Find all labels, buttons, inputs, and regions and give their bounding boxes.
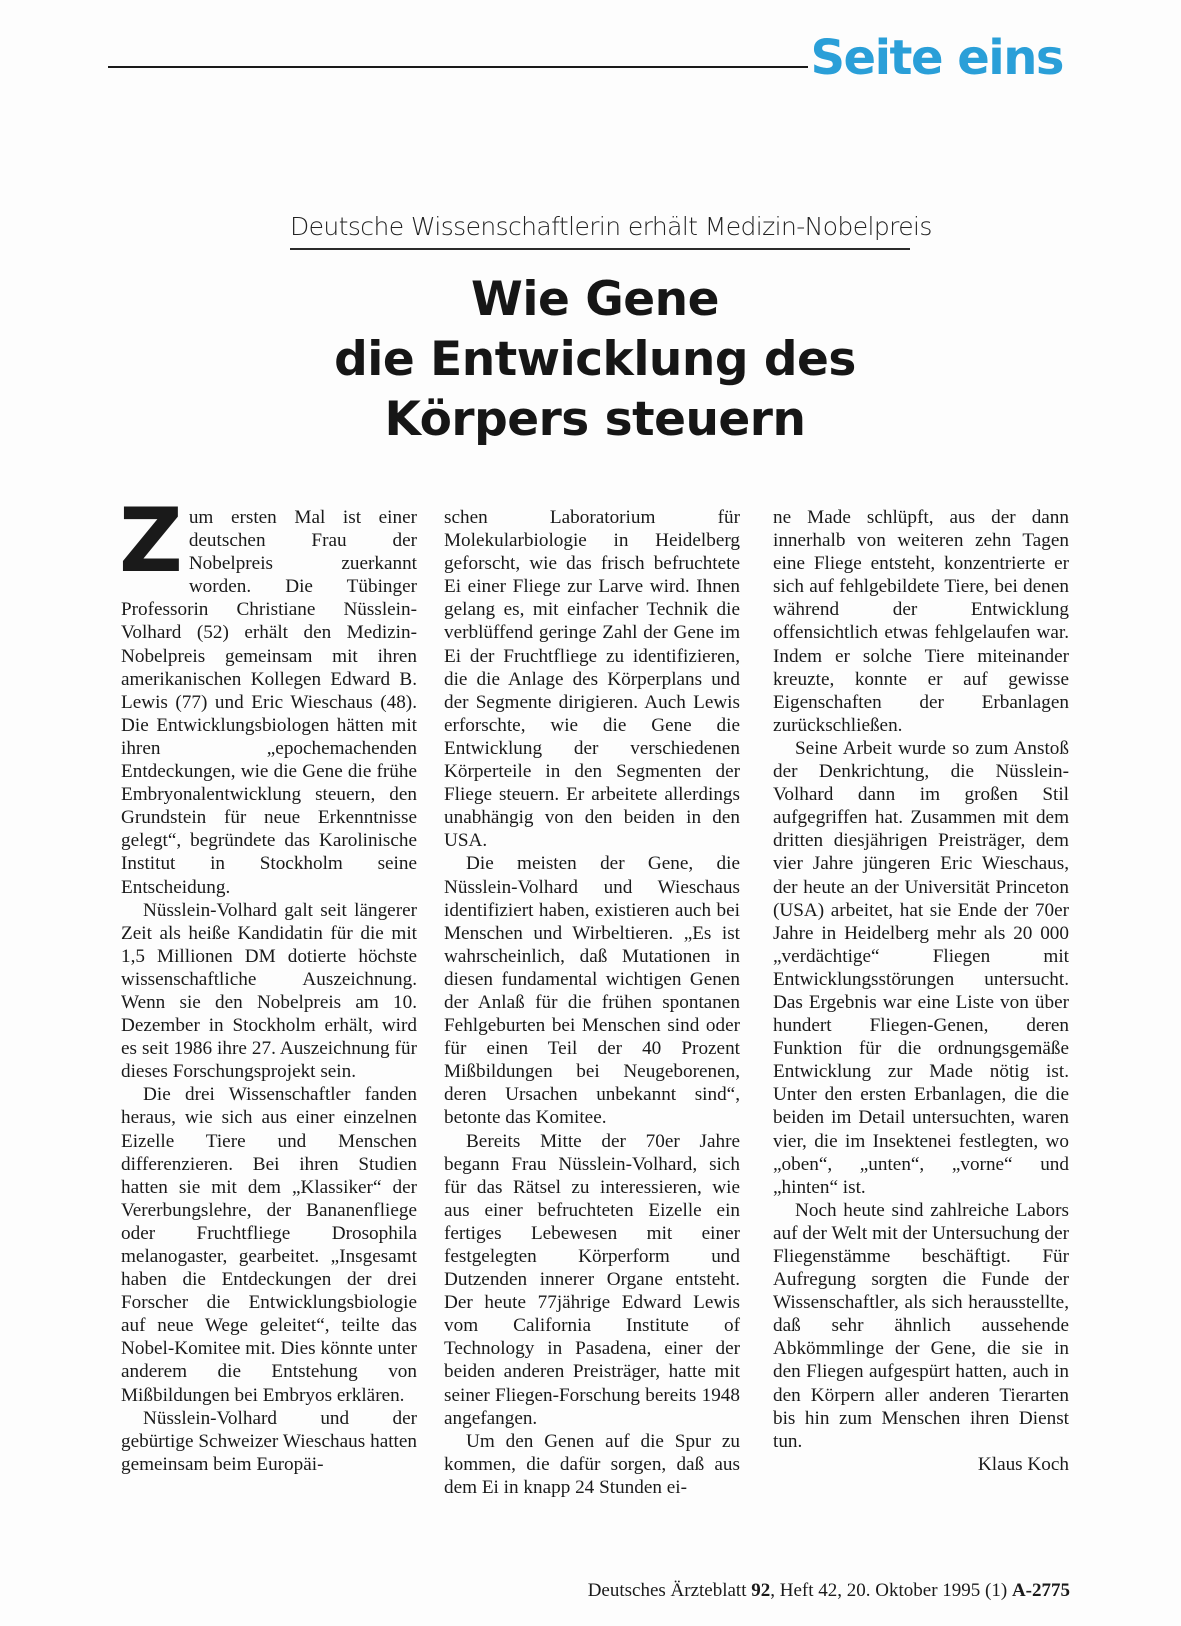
paragraph	[119, 489, 417, 899]
paragraph: Nüsslein-Volhard und der gebürtige Schweizer Wieschaus hatten gemeinsam beim Europäi-	[121, 1407, 417, 1475]
paragraph: schen Laboratorium für Molekularbiologie in Heidelberg geforscht, wie das frisch befruchtete Ei einer Fliege zur Larve wird. Ihnen gelang es, mit einfacher Technik die verblüffend geringe Zahl der Gene im Ei der Fruchtfliege zu identifizieren, die die Anlage des Körperplans und der Segmente dirigieren. Auch Lewis erforschte, wie die Gene die Entwicklung der verschiedenen Körperteile in den Segmenten der Fliege steuern. Er arbeitete allerdings unabhängig von den beiden in den USA.	[444, 507, 740, 852]
paragraph-text: um ersten Mal ist einer deutschen Frau der Nobelpreis zuerkannt worden. Die Tübinger Professorin Christiane Nüsslein-Volhard (52) erhält den Medizin-Nobelpreis gemeinsam mit ihren amerikanischen Kollegen Edward B. Lewis (77) und Eric Wieschaus (48). Die Entwicklungsbiologen hätten mit ihren „epochemachenden Entdeckungen, wie die Gene die frühe Embryonalentwicklung steuern, den Grundstein für neue Erkenntnisse gelegt“, begründete das Karolinische Institut in Stockholm seine Entscheidung.	[121, 507, 417, 898]
headline	[150, 270, 1040, 450]
header-rule	[108, 66, 808, 68]
headline-line: Körpers steuern	[384, 392, 806, 447]
issue-date: , Heft 42, 20. Oktober 1995 (1)	[770, 1580, 1008, 1601]
paragraph: Bereits Mitte der 70er Jahre begann Frau Nüsslein-Volhard, sich für das Rätsel zu interessieren, wie aus einer befruchteten Eizelle ein fertiges Lebewesen mit einer festgelegten Körperform und Dutzenden innerer Organe entsteht. Der heute 77jährige Edward Lewis vom California Institute of Technology in Pasadena, einer der beiden anderen Preisträger, hatte mit seiner Fliegen-Forschung bereits 1948 angefangen.	[444, 1130, 740, 1429]
kicker: Deutsche Wissenschaftlerin erhält Medizin-Nobelpreis	[290, 212, 932, 241]
paragraph: Noch heute sind zahlreiche Labors auf der Welt mit der Untersuchung der Fliegenstämme beschäftigt. Für Aufregung sorgten die Funde der Wissenschaftler, als sich herausstellte, daß sehr ähnlich aussehende Abkömmlinge der Gene, die sie in den Fliegen aufgespürt hatten, auch in den Körpern aller anderen Tierarten bis hin zum Menschen ihren Dienst tun.	[773, 1199, 1069, 1452]
article-column-1	[119, 489, 417, 1476]
author-byline: Klaus Koch	[977, 1453, 1069, 1475]
paragraph: Nüsslein-Volhard galt seit längerer Zeit als heiße Kandidatin für die mit 1,5 Millionen DM dotierte höchste wissenschaftliche Auszeichnung. Wenn sie den Nobelpreis am 10. Dezember in Stockholm erhält, wird es seit 1986 ihre 27. Auszeichnung für dieses Forschungsprojekt sein.	[121, 899, 417, 1083]
journal-name: Deutsches Ärzteblatt	[587, 1580, 747, 1601]
kicker-underline	[290, 248, 910, 250]
headline-line: Wie Gene	[471, 272, 719, 327]
page-footer	[540, 1580, 1070, 1602]
paragraph: Die drei Wissenschaftler fanden heraus, wie sich aus einer einzelnen Eizelle Tiere und Menschen differenzieren. Bei ihren Studien hatten sie mit dem „Klassiker“ der Vererbungslehre, der Bananenfliege oder Fruchtfliege Drosophila melanogaster, gearbeitet. „Insgesamt haben die Entdeckungen der drei Forscher die Entwicklungsbiologie auf neue Wege geleitet“, teilte das Nobel-Komitee mit. Dies könnte unter anderem die Entstehung von Mißbildungen bei Embryos erklären.	[121, 1084, 417, 1406]
paragraph: Um den Genen auf die Spur zu kommen, die dafür sorgen, daß aus dem Ei in knapp 24 Stunden ei-	[444, 1430, 740, 1498]
page-number: A-2775	[1011, 1580, 1070, 1601]
article-column-2	[444, 506, 740, 1499]
paragraph: Die meisten der Gene, die Nüsslein-Volhard und Wieschaus identifiziert haben, existieren auch bei Menschen und Wirbeltieren. „Es ist wahrscheinlich, daß Mutationen in diesen fundamental wichtigen Genen der Anlaß für die frühen spontanen Fehlgeburten bei Menschen sind oder für einen Teil der 40 Prozent Mißbildungen bei Neugeborenen, deren Ursachen unbekannt sind“, betonte das Komitee.	[444, 853, 740, 1129]
article-column-3	[773, 506, 1069, 1476]
section-label: Seite eins	[810, 30, 1063, 86]
paragraph: Seine Arbeit wurde so zum Anstoß der Denkrichtung, die Nüsslein-Volhard dann im großen Stil aufgegriffen hat. Zusammen mit dem dritten diesjährigen Preisträger, dem vier Jahre jüngeren Eric Wieschaus, der heute an der Universität Princeton (USA) arbeitet, hat sie Ende der 70er Jahre in Heidelberg mehr als 20 000 „verdächtige“ Fliegen mit Entwicklungsstörungen untersucht. Das Ergebnis war eine Liste von über hundert Fliegen-Genen, deren Funktion für die ordnungsgemäße Entwicklung zur Made nötig ist. Unter den ersten Erbanlagen, die die beiden im Detail untersuchten, waren vier, die im Insektenei festlegten, wo „oben“, „unten“, „vorne“ und „hinten“ ist.	[773, 737, 1069, 1198]
headline-line: die Entwicklung des	[334, 332, 856, 387]
paragraph: ne Made schlüpft, aus der dann innerhalb von weiteren zehn Tagen eine Fliege entsteht, konzentrierte er sich auf fehlgebildete Tiere, bei denen während der Entwicklung offensichtlich etwas fehlgelaufen war. Indem er solche Tiere miteinander kreuzte, konnte er auf gewisse Eigenschaften der Erbanlagen zurückschließen.	[773, 507, 1069, 736]
drop-cap: Z	[119, 489, 183, 592]
journal-volume: 92	[751, 1580, 771, 1601]
